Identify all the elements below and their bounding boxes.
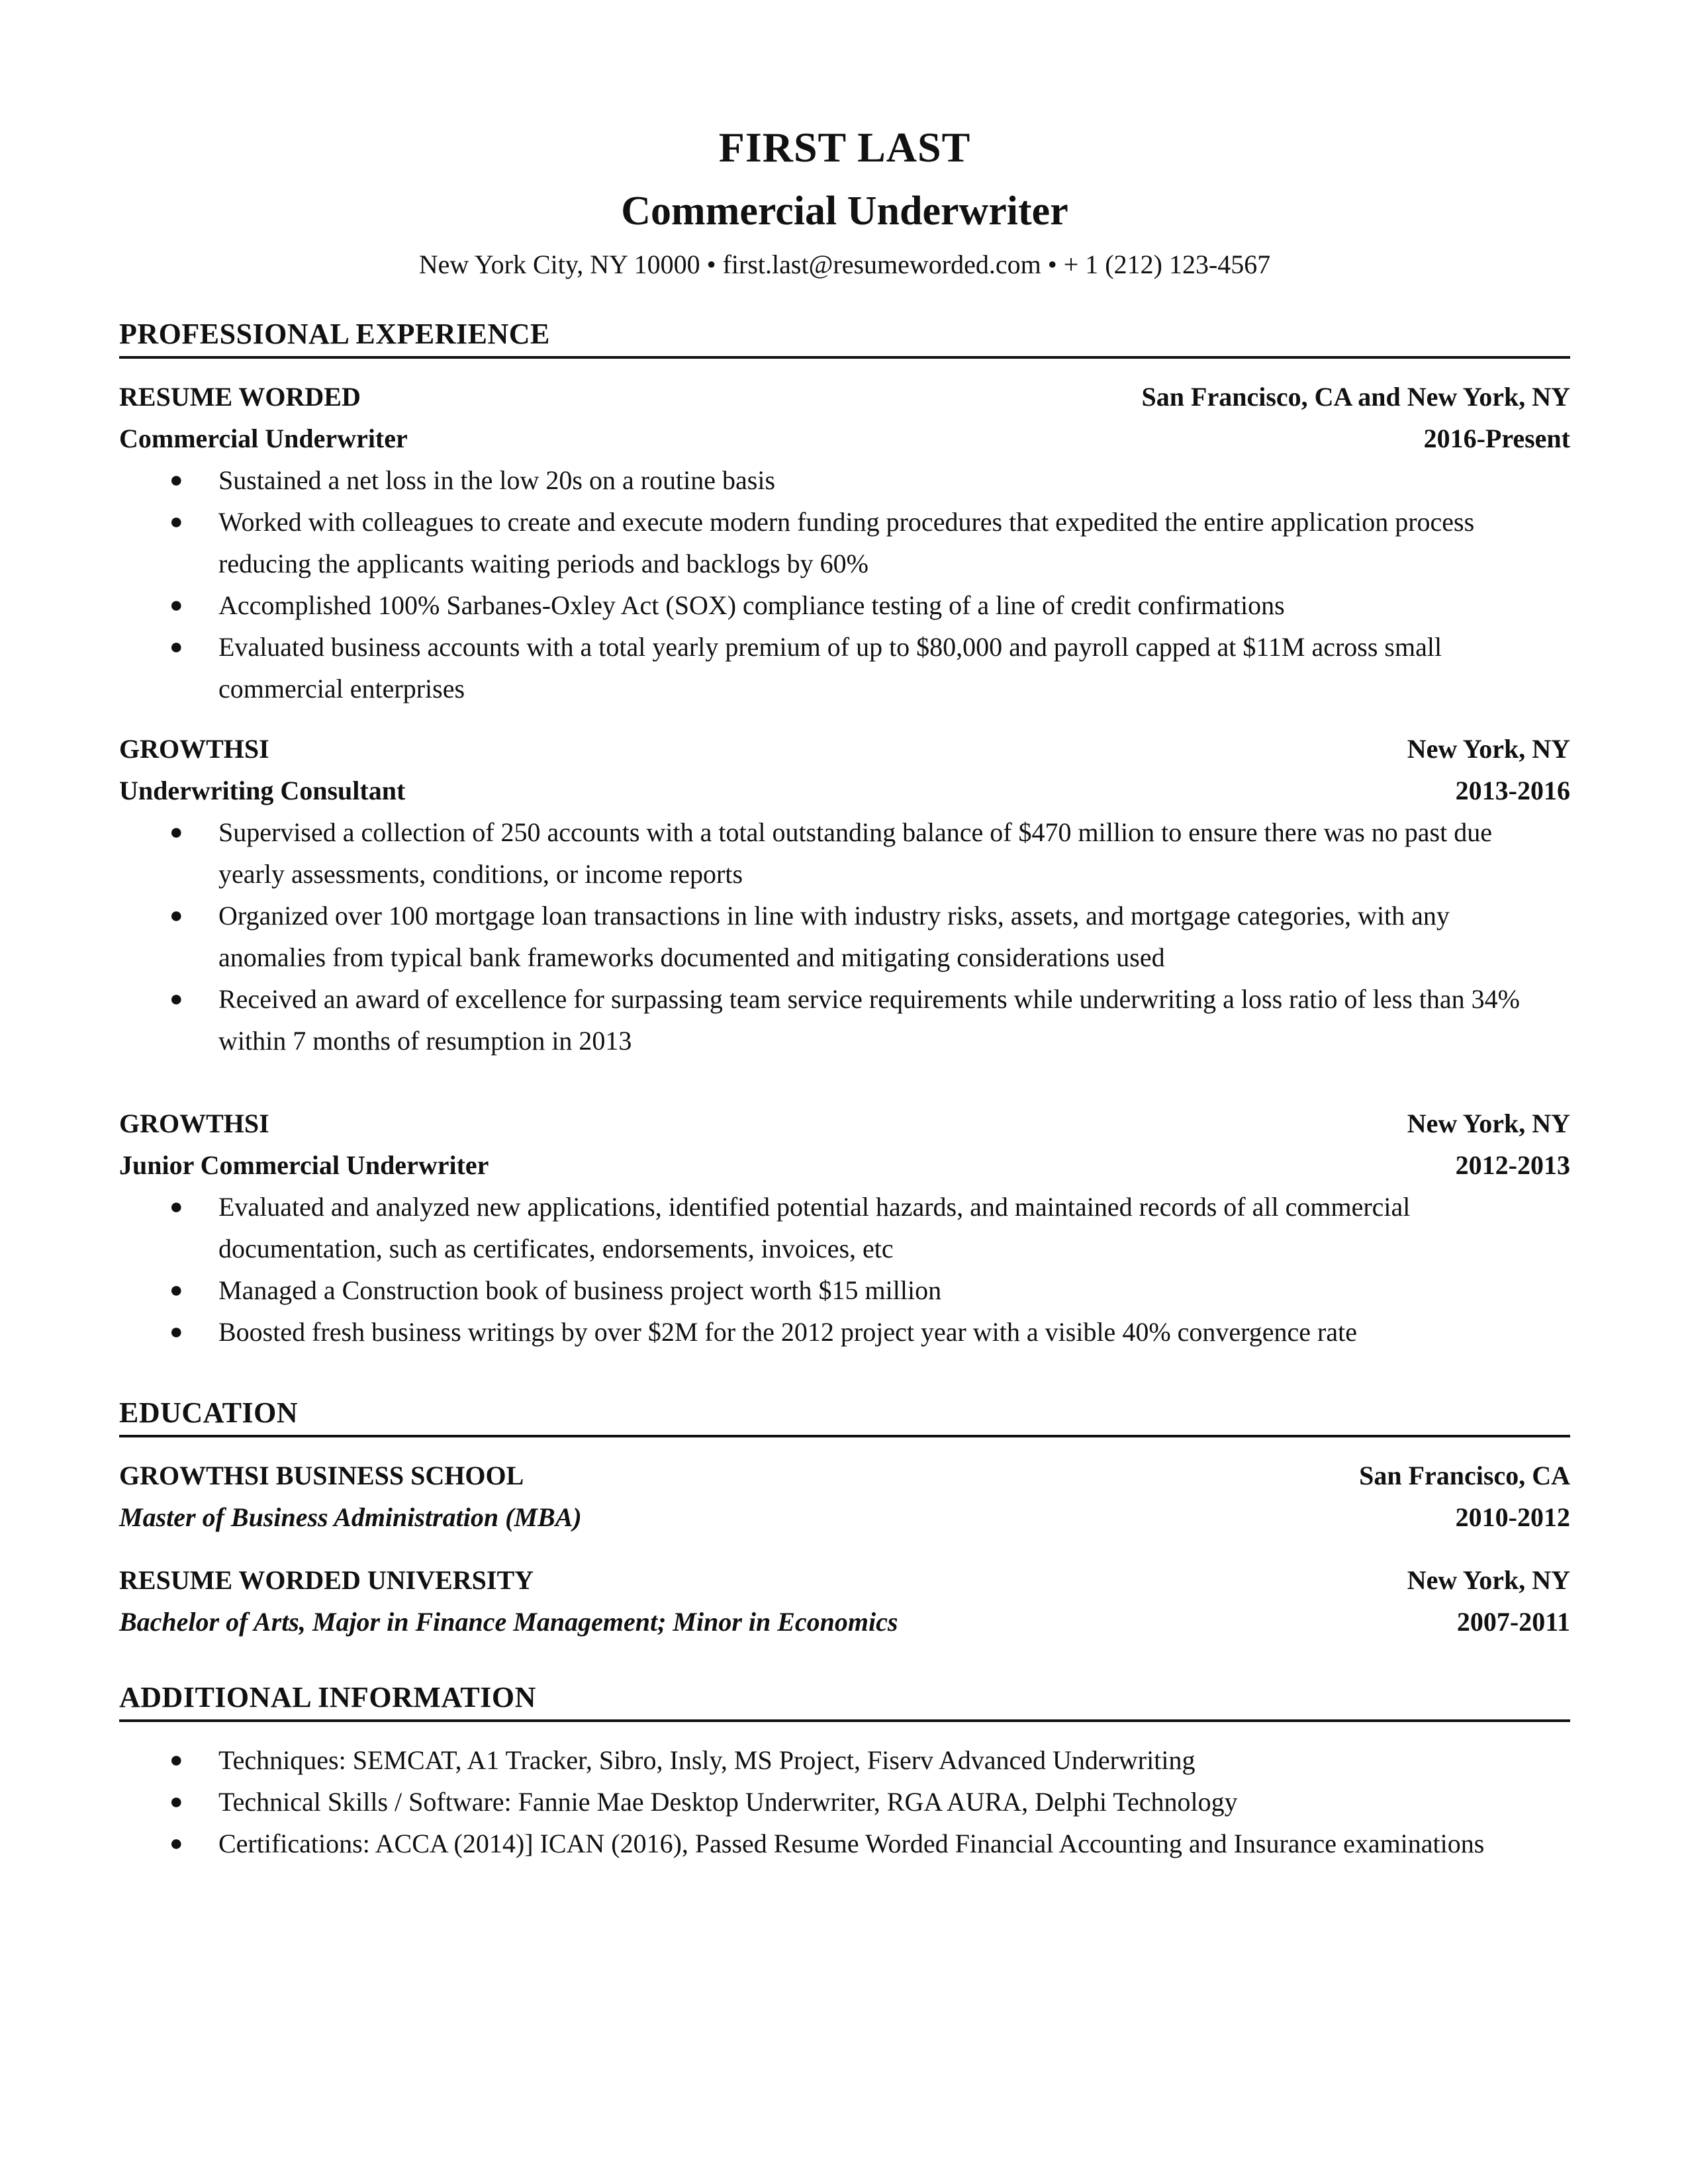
list-item: ● Evaluated business accounts with a total yearly premium of up to $80,000 and payroll capped at $11M across small commercial enterprises [119, 626, 1570, 709]
bullet-icon: ● [169, 987, 183, 1011]
bullet-icon: ● [169, 1831, 183, 1856]
education-entry [119, 1455, 1570, 1538]
bullet-icon: ● [169, 1278, 183, 1302]
job-bullets [119, 1186, 1570, 1353]
school-name: RESUME WORDED UNIVERSITY [119, 1565, 534, 1595]
bullet-icon: ● [169, 593, 183, 617]
bullet-icon: ● [169, 510, 183, 534]
job-dates: 2013-2016 [1455, 776, 1570, 805]
list-item: ● Certifications: ACCA (2014)] ICAN (2016), Passed Resume Worded Financial Accounting and Insurance examinations [119, 1823, 1570, 1864]
bullet-icon: ● [169, 1320, 183, 1344]
candidate-name: FIRST LAST [718, 124, 971, 171]
employer-name: GROWTHSI [119, 734, 269, 764]
employer-name: RESUME WORDED [119, 382, 361, 412]
job-location: New York, NY [1407, 734, 1570, 764]
job-dates: 2016-Present [1423, 424, 1570, 453]
school-name: GROWTHSI BUSINESS SCHOOL [119, 1461, 524, 1490]
section-heading: ADDITIONAL INFORMATION [119, 1678, 1570, 1722]
contact-line: New York City, NY 10000 • first.last@resumeworded.com • + 1 (212) 123-4567 [418, 250, 1271, 279]
list-item: ● Managed a Construction book of business project worth $15 million [119, 1269, 1570, 1311]
job-dates: 2012-2013 [1455, 1150, 1570, 1180]
list-item: ● Evaluated and analyzed new applications, identified potential hazards, and maintained records of all commercial documentation, such as certificates, endorsements, invoices, etc [119, 1186, 1570, 1269]
degree-name: Master of Business Administration (MBA) [119, 1502, 582, 1532]
bullet-icon: ● [169, 903, 183, 928]
job-location: New York, NY [1407, 1109, 1570, 1138]
bullet-icon: ● [169, 635, 183, 659]
list-item: ● Sustained a net loss in the low 20s on a routine basis [119, 459, 1570, 501]
education-dates: 2010-2012 [1455, 1502, 1570, 1532]
bullet-icon: ● [169, 1748, 183, 1772]
section-heading: PROFESSIONAL EXPERIENCE [119, 315, 1570, 359]
list-item: ● Worked with colleagues to create and execute modern funding procedures that expedited the entire application process reducing the applicants waiting periods and backlogs by 60% [119, 501, 1570, 584]
job-role: Junior Commercial Underwriter [119, 1150, 489, 1180]
list-item: ● Accomplished 100% Sarbanes-Oxley Act (SOX) compliance testing of a line of credit confirmations [119, 584, 1570, 626]
job-entry [119, 728, 1570, 1062]
education-entry [119, 1559, 1570, 1643]
list-item: ● Received an award of excellence for surpassing team service requirements while underwriting a loss ratio of less than 34% within 7 months of resumption in 2013 [119, 978, 1570, 1062]
job-role: Underwriting Consultant [119, 776, 406, 805]
bullet-icon: ● [169, 820, 183, 844]
list-item: ● Supervised a collection of 250 accounts with a total outstanding balance of $470 million to ensure there was no past due yearly assessments, conditions, or income reports [119, 811, 1570, 895]
job-location: San Francisco, CA and New York, NY [1141, 382, 1570, 412]
experience-section [119, 315, 1570, 1371]
list-item: ● Techniques: SEMCAT, A1 Tracker, Sibro, Insly, MS Project, Fiserv Advanced Underwriting [119, 1739, 1570, 1781]
additional-info-section [119, 1678, 1570, 1864]
employer-name: GROWTHSI [119, 1109, 269, 1138]
degree-name: Bachelor of Arts, Major in Finance Management; Minor in Economics [119, 1607, 898, 1637]
list-item: ● Technical Skills / Software: Fannie Mae Desktop Underwriter, RGA AURA, Delphi Technology [119, 1781, 1570, 1823]
bullet-icon: ● [169, 1195, 183, 1219]
school-location: San Francisco, CA [1359, 1461, 1570, 1490]
job-entry [119, 376, 1570, 709]
bullet-icon: ● [169, 1790, 183, 1814]
section-heading: EDUCATION [119, 1394, 1570, 1437]
list-item: ● Boosted fresh business writings by over $2M for the 2012 project year with a visible 40% convergence rate [119, 1311, 1570, 1353]
job-bullets [119, 459, 1570, 709]
education-dates: 2007-2011 [1456, 1607, 1570, 1637]
job-bullets [119, 811, 1570, 1062]
list-item: ● Organized over 100 mortgage loan transactions in line with industry risks, assets, and mortgage categories, with any anomalies from typical bank frameworks documented and mitigating considerations used [119, 895, 1570, 978]
education-section [119, 1394, 1570, 1661]
job-entry [119, 1103, 1570, 1353]
school-location: New York, NY [1407, 1565, 1570, 1595]
candidate-title: Commercial Underwriter [621, 189, 1068, 234]
additional-bullets [119, 1739, 1570, 1864]
job-role: Commercial Underwriter [119, 424, 408, 453]
bullet-icon: ● [169, 468, 183, 492]
